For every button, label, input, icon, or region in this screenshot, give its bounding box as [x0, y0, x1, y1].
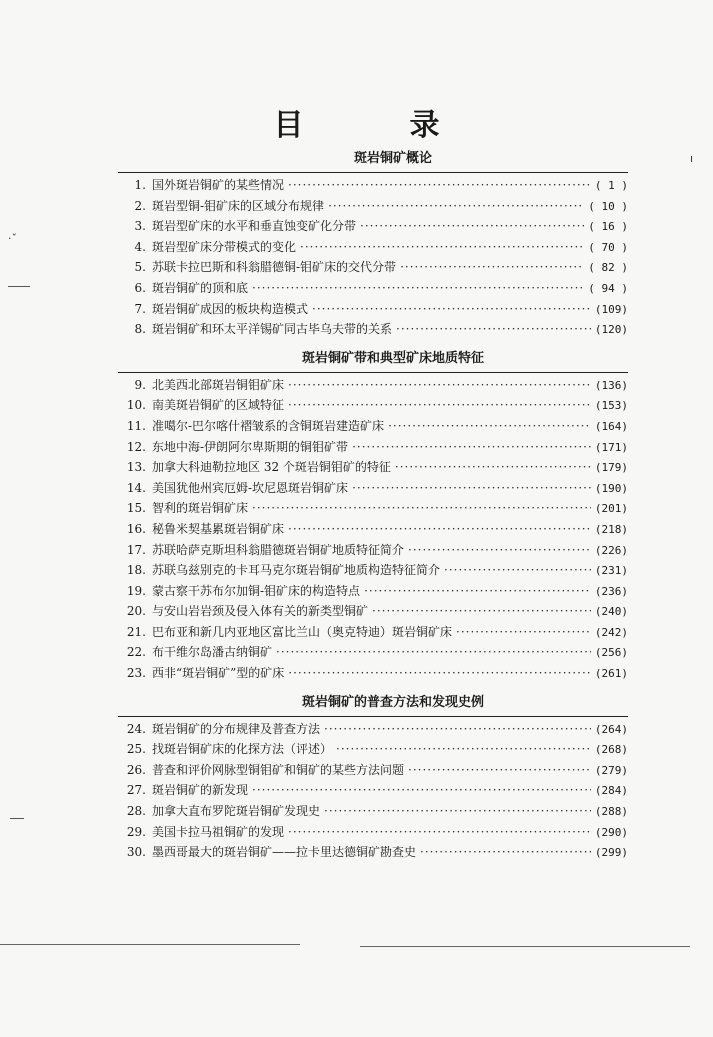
- entry-title: 斑岩铜矿成因的板块构造模式: [152, 301, 309, 316]
- toc-entry: [118, 739, 628, 760]
- entry-title: 智利的斑岩铜矿床: [152, 501, 249, 516]
- entry-title: 布干维尔岛潘古纳铜矿: [152, 645, 273, 660]
- entry-page: ( 10 ): [588, 199, 628, 213]
- toc-entry: [118, 601, 628, 622]
- entry-page: (279): [594, 763, 628, 777]
- toc-entry: [118, 719, 628, 740]
- entry-page: (226): [594, 543, 628, 557]
- section-rule: [118, 372, 628, 373]
- toc-entry: [118, 416, 628, 437]
- toc-entry: [118, 196, 628, 217]
- entry-page: ( 82 ): [588, 261, 628, 275]
- scan-line: [360, 946, 690, 947]
- entry-page: (190): [594, 481, 628, 495]
- entry-title: 国外斑岩铜矿的某些情况: [152, 178, 285, 192]
- scan-mark: ı: [690, 152, 694, 165]
- entry-number: 29.: [126, 824, 146, 839]
- entry-page: ( 16 ): [588, 220, 628, 234]
- scan-line: [10, 818, 24, 819]
- scan-line: [8, 286, 30, 287]
- entry-page: (109): [594, 302, 628, 316]
- entry-number: 3.: [134, 219, 146, 234]
- toc-entry: [118, 216, 628, 237]
- entry-page: ( 70 ): [588, 240, 628, 254]
- table-of-contents: [118, 146, 628, 863]
- entry-page: (201): [594, 502, 628, 516]
- entry-number: 7.: [134, 301, 146, 316]
- entry-number: 30.: [126, 845, 146, 860]
- entry-number: 8.: [134, 322, 146, 337]
- entry-number: 22.: [126, 645, 146, 660]
- entry-title: 苏联卡拉巴斯和科翁腊德铜-钼矿床的交代分带: [152, 260, 397, 275]
- entry-number: 6.: [134, 280, 146, 295]
- entry-title: 苏联哈萨克斯坦科翁腊德斑岩铜矿地质特征简介: [152, 542, 405, 557]
- toc-entry: [118, 299, 628, 320]
- dot-leader: [288, 663, 591, 684]
- section-heading: 斑岩铜矿概论: [353, 151, 432, 166]
- section-heading: 斑岩铜矿带和典型矿床地质特征: [301, 350, 484, 366]
- dot-leader: [364, 581, 591, 602]
- entry-number: 19.: [126, 583, 146, 598]
- toc-entry: [118, 437, 628, 458]
- entry-page: (288): [594, 805, 628, 819]
- entry-page: (171): [594, 440, 628, 454]
- entry-number: 5.: [134, 260, 146, 275]
- dot-leader: [252, 498, 591, 519]
- entry-title: 找斑岩铜矿床的化探方法（评述）: [152, 742, 333, 757]
- dot-leader: [288, 519, 591, 540]
- dot-leader: [252, 780, 591, 801]
- toc-entry: [118, 842, 628, 863]
- toc-entry: [118, 622, 628, 643]
- entry-title: 准噶尔-巴尔喀什褶皱系的含铜斑岩建造矿床: [152, 418, 385, 433]
- entry-number: 25.: [126, 742, 146, 757]
- entry-page: (153): [594, 399, 628, 413]
- entry-number: 23.: [126, 666, 146, 681]
- toc-entry: [118, 581, 628, 602]
- entry-page: ( 94 ): [588, 281, 628, 295]
- entry-page: (231): [594, 564, 628, 578]
- dot-leader: [372, 601, 591, 622]
- dot-leader: [252, 278, 584, 299]
- entry-number: 4.: [134, 239, 146, 254]
- entry-title: 斑岩铜矿和环太平洋锡矿同古毕乌夫带的关系: [152, 322, 393, 337]
- toc-entry: [118, 780, 628, 801]
- entry-title: 与安山岩岩颈及侵入体有关的新类型铜矿: [152, 604, 369, 619]
- entry-page: ( 1 ): [594, 179, 628, 192]
- entry-number: 12.: [126, 439, 146, 454]
- dot-leader: [288, 175, 591, 196]
- entry-page: (242): [594, 625, 628, 639]
- entry-title: 北美西北部斑岩铜钼矿床: [152, 377, 285, 392]
- toc-entry: [118, 478, 628, 499]
- entry-page: (284): [594, 784, 628, 798]
- entry-number: 24.: [126, 721, 146, 736]
- toc-entry: [118, 760, 628, 781]
- entry-title: 斑岩铜矿的分布规律及普查方法: [152, 721, 321, 736]
- toc-entry: [118, 319, 628, 340]
- entry-title: 普查和评价网脉型铜钼矿和铜矿的某些方法问题: [152, 762, 405, 777]
- entry-page: (179): [594, 461, 628, 475]
- toc-entry: [118, 175, 628, 196]
- entry-title: 蒙古察干苏布尔加铜-钼矿床的构造特点: [152, 583, 361, 598]
- dot-leader: [408, 540, 591, 561]
- entry-page: (268): [594, 743, 628, 757]
- toc-entry: [118, 663, 628, 684]
- entry-number: 28.: [126, 804, 146, 819]
- dot-leader: [300, 237, 584, 258]
- dot-leader: [352, 437, 591, 458]
- entry-page: (299): [594, 846, 628, 860]
- dot-leader: [360, 216, 584, 237]
- entry-number: 18.: [126, 563, 146, 578]
- entry-number: 11.: [126, 418, 146, 433]
- toc-entry: [118, 498, 628, 519]
- dot-leader: [324, 719, 591, 740]
- toc-entry: [118, 822, 628, 843]
- entry-title: 南美斑岩铜矿的区域特征: [152, 398, 285, 413]
- dot-leader: [420, 842, 591, 863]
- entry-page: (256): [594, 646, 628, 660]
- entry-page: (136): [594, 378, 628, 392]
- entry-number: 1.: [134, 178, 146, 192]
- entry-number: 26.: [126, 762, 146, 777]
- toc-entry: [118, 519, 628, 540]
- entry-title: 美国卡拉马祖铜矿的发现: [152, 824, 285, 839]
- entry-number: 21.: [126, 624, 146, 639]
- dot-leader: [288, 395, 591, 416]
- entry-title: 西非“斑岩铜矿”型的矿床: [152, 666, 285, 681]
- toc-entry: [118, 540, 628, 561]
- entry-title: 加拿大直布罗陀斑岩铜矿发现史: [152, 804, 321, 819]
- entry-number: 13.: [126, 460, 146, 475]
- toc-entry: [118, 560, 628, 581]
- entry-page: (120): [594, 323, 628, 337]
- toc-entry: [118, 457, 628, 478]
- entry-page: (164): [594, 419, 628, 433]
- entry-title: 加拿大科迪勒拉地区 32 个斑岩铜钼矿的特征: [152, 460, 391, 475]
- entry-number: 2.: [134, 198, 146, 213]
- toc-entry: [118, 257, 628, 278]
- dot-leader: [312, 299, 591, 320]
- entry-page: (218): [594, 522, 628, 536]
- entry-number: 9.: [134, 377, 146, 392]
- entry-title: 斑岩型铜-钼矿床的区域分布规律: [152, 198, 325, 213]
- entry-page: (261): [594, 667, 628, 681]
- entry-number: 20.: [126, 604, 146, 619]
- entry-number: 27.: [126, 783, 146, 798]
- dot-leader: [408, 760, 591, 781]
- entry-page: (264): [594, 722, 628, 736]
- entry-number: 17.: [126, 542, 146, 557]
- toc-entry: [118, 395, 628, 416]
- toc-entry: [118, 801, 628, 822]
- entry-title: 墨西哥最大的斑岩铜矿——拉卡里达德铜矿勘查史: [152, 845, 417, 860]
- dot-leader: [352, 478, 591, 499]
- toc-entry: [118, 278, 628, 299]
- entry-title: 东地中海-伊朗阿尔卑斯期的铜钼矿带: [152, 439, 349, 454]
- section-rule: [118, 172, 628, 173]
- dot-leader: [276, 642, 591, 663]
- dot-leader: [288, 375, 591, 396]
- scan-line: [0, 944, 300, 945]
- entry-number: 16.: [126, 521, 146, 536]
- dot-leader: [396, 319, 591, 340]
- dot-leader: [324, 801, 591, 822]
- dot-leader: [395, 457, 591, 478]
- dot-leader: [288, 822, 591, 843]
- entry-title: 斑岩铜矿的顶和底: [152, 280, 249, 295]
- entry-title: 斑岩型矿床分带模式的变化: [152, 239, 297, 254]
- toc-entry: [118, 237, 628, 258]
- entry-number: 15.: [126, 501, 146, 516]
- entry-number: 10.: [126, 398, 146, 413]
- entry-title: 苏联乌兹别克的卡耳马克尔斑岩铜矿地质构造特征简介: [152, 563, 441, 578]
- entry-page: (240): [594, 605, 628, 619]
- section-heading: 斑岩铜矿的普查方法和发现史例: [301, 694, 484, 710]
- dot-leader: [388, 416, 591, 437]
- scan-mark: ·ˇ: [8, 232, 17, 245]
- toc-entry: [118, 642, 628, 663]
- dot-leader: [400, 257, 584, 278]
- page-title: 目 录: [273, 108, 478, 143]
- entry-title: 巴布亚和新几内亚地区富比兰山（奥克特迪）斑岩铜矿床: [152, 624, 453, 639]
- toc-entry: [118, 375, 628, 396]
- section-rule: [118, 716, 628, 717]
- dot-leader: [328, 196, 584, 217]
- dot-leader: [444, 560, 591, 581]
- entry-title: 斑岩铜矿的新发现: [152, 783, 249, 798]
- dot-leader: [336, 739, 591, 760]
- entry-page: (236): [594, 584, 628, 598]
- entry-title: 斑岩型矿床的水平和垂直蚀变矿化分带: [152, 219, 357, 234]
- entry-title: 秘鲁米契基累斑岩铜矿床: [152, 521, 285, 536]
- dot-leader: [456, 622, 591, 643]
- entry-number: 14.: [126, 480, 146, 495]
- entry-page: (290): [594, 825, 628, 839]
- entry-title: 美国犹他州宾厄姆-坎尼恩斑岩铜矿床: [152, 480, 349, 495]
